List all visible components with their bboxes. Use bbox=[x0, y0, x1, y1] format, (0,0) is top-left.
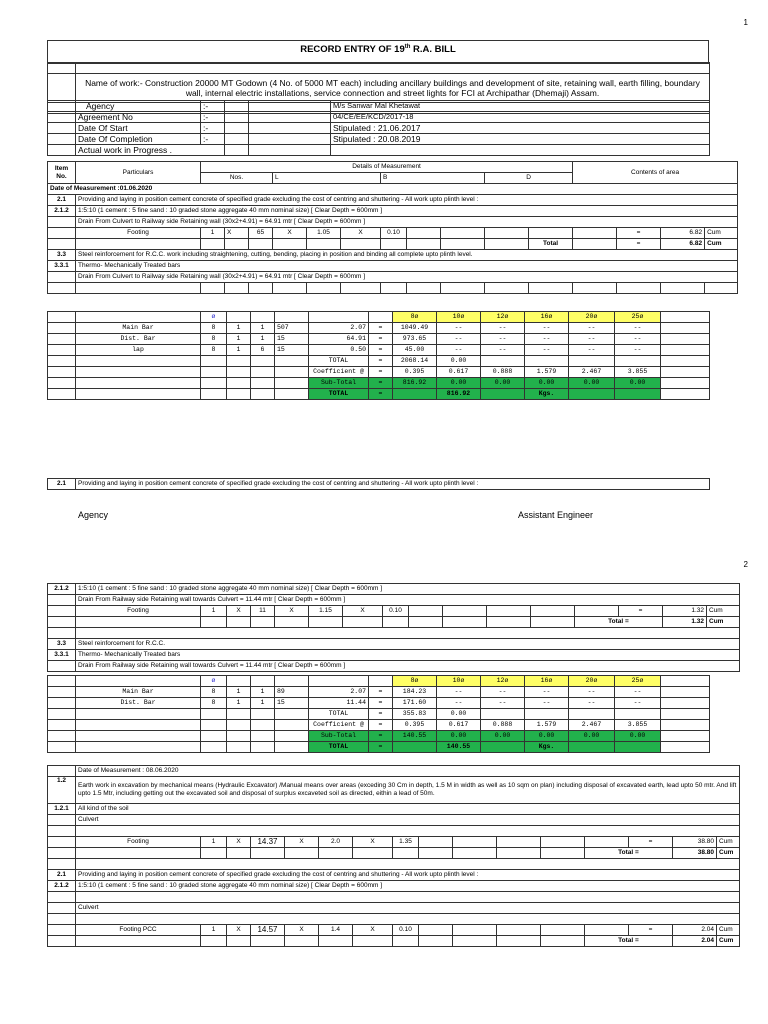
volume-value: 38.80 bbox=[673, 837, 717, 848]
subtotal-value: 0.00 bbox=[481, 378, 525, 389]
steel-total-value: 355.83 bbox=[393, 709, 437, 720]
bar-count: 15 bbox=[275, 698, 309, 709]
item-text: 1:5:10 (1 cement : 5 fine sand : 10 graded stone aggregate 40 mm nominal size) [ Clear Depth = 600mm ] bbox=[76, 206, 738, 217]
coefficient-value: 2.467 bbox=[569, 720, 615, 731]
equals-sign: = bbox=[369, 709, 393, 720]
subtotal-value: 0.00 bbox=[569, 731, 615, 742]
steel-value: -- bbox=[525, 687, 569, 698]
total-value: 6.82 bbox=[661, 239, 705, 250]
unit: Kgs. bbox=[525, 742, 569, 753]
bar-factor: 1 bbox=[227, 687, 251, 698]
subtotal-value: 140.55 bbox=[393, 731, 437, 742]
header-nos: Nos. bbox=[201, 173, 273, 184]
times-sign: X bbox=[227, 837, 251, 848]
diameter-header: 10ø bbox=[437, 312, 481, 323]
unit: Cum bbox=[705, 239, 738, 250]
drain-description: Drain From Railway side Retaining wall towards Culvert = 11.44 mtr [ Clear Depth = 600mm ] bbox=[76, 661, 740, 672]
item-text: Steel reinforcement for R.C.C. work including straightening, cutting, bending, placing in position and binding all complete upto plinth level. bbox=[76, 250, 738, 261]
steel-row bbox=[48, 345, 710, 356]
steel-value: -- bbox=[481, 345, 525, 356]
agency-value: M/s Sanwar Mal Khetawat bbox=[331, 101, 710, 112]
total-label: Total bbox=[529, 239, 573, 250]
bar-length: 11.44 bbox=[309, 698, 369, 709]
diameter-header: 8ø bbox=[393, 676, 437, 687]
unit: Cum bbox=[717, 936, 740, 947]
bar-count: 15 bbox=[275, 334, 309, 345]
subtotal-value: 0.00 bbox=[569, 378, 615, 389]
item-text: Providing and laying in position cement concrete of specified grade excluding the cost of centring and shuttering - All work upto plinth level : bbox=[76, 195, 738, 206]
steel-row bbox=[48, 334, 710, 345]
bar-factor: 6 bbox=[251, 345, 275, 356]
subtotal-label: Sub-Total bbox=[309, 731, 369, 742]
bar-label: Main Bar bbox=[76, 323, 201, 334]
item-no: 2.1.2 bbox=[48, 584, 76, 595]
coefficient-label: Coefficient @ bbox=[309, 367, 369, 378]
coefficient-value: 0.395 bbox=[393, 720, 437, 731]
steel-value: -- bbox=[481, 698, 525, 709]
coefficient-value: 0.617 bbox=[437, 720, 481, 731]
item-no: 1.2 bbox=[48, 777, 76, 804]
phi-symbol: ø bbox=[201, 312, 227, 323]
completion-value: Stipulated : 20.08.2019 bbox=[331, 134, 710, 145]
header-b: B bbox=[381, 173, 485, 184]
item-no: 2.1 bbox=[48, 479, 76, 490]
nos-value: 1 bbox=[201, 606, 227, 617]
grand-total-value: 816.92 bbox=[437, 389, 481, 400]
bar-factor: 1 bbox=[227, 345, 251, 356]
breadth-value: 2.0 bbox=[319, 837, 353, 848]
steel-value: 973.65 bbox=[393, 334, 437, 345]
item-no: 2.1.2 bbox=[48, 206, 76, 217]
bar-factor: 1 bbox=[251, 323, 275, 334]
footing-label: Footing bbox=[76, 228, 201, 239]
header-l: L bbox=[273, 173, 381, 184]
item-text: Providing and laying in position cement concrete of specified grade excluding the cost of centring and shuttering - All work upto plinth level : bbox=[76, 479, 710, 490]
coefficient-value: 0.617 bbox=[437, 367, 481, 378]
bar-count: 507 bbox=[275, 323, 309, 334]
equals-sign: = bbox=[369, 345, 393, 356]
completion-label: Date Of Completion bbox=[76, 134, 201, 145]
grand-total-value: 140.55 bbox=[437, 742, 481, 753]
coefficient-value: 3.855 bbox=[615, 367, 661, 378]
equals-sign: = bbox=[629, 925, 673, 936]
footing-label: Footing bbox=[76, 837, 201, 848]
times-sign: X bbox=[275, 606, 309, 617]
total-label: Total = bbox=[585, 936, 673, 947]
breadth-value: 1.4 bbox=[319, 925, 353, 936]
item-text: 1:5:10 (1 cement : 5 fine sand : 10 graded stone aggregate 40 mm nominal size) [ Clear Depth = 600mm ] bbox=[76, 584, 740, 595]
diameter-header: 8ø bbox=[393, 312, 437, 323]
coefficient-value: 0.888 bbox=[481, 367, 525, 378]
steel-total-value: 0.00 bbox=[437, 356, 481, 367]
item-text: Thermo- Mechanically Treated bars bbox=[76, 261, 738, 272]
bar-length: 2.07 bbox=[309, 323, 369, 334]
nos-value: 1 bbox=[201, 228, 225, 239]
item-no: 1.2.1 bbox=[48, 804, 76, 815]
drain-description: Drain From Culvert to Railway side Retaining wall (30x2+4.91) = 64.91 mtr [ Clear Depth = 600mm ] bbox=[76, 217, 738, 228]
diameter-header: 10ø bbox=[437, 676, 481, 687]
diameter-header: 16ø bbox=[525, 312, 569, 323]
steel-value: -- bbox=[569, 698, 615, 709]
item-text: Providing and laying in position cement concrete of specified grade excluding the cost of centring and shuttering - All work upto plinth level : bbox=[76, 870, 740, 881]
equals-sign: = bbox=[369, 742, 393, 753]
subtotal-value: 0.00 bbox=[615, 378, 661, 389]
steel-row bbox=[48, 323, 710, 334]
subtotal-value: 0.00 bbox=[437, 378, 481, 389]
item-text: Steel reinforcement for R.C.C. bbox=[76, 639, 740, 650]
agency-sep: :- bbox=[201, 101, 225, 112]
bar-label: lap bbox=[76, 345, 201, 356]
equals-sign: = bbox=[369, 720, 393, 731]
steel-value: -- bbox=[481, 687, 525, 698]
steel-value: -- bbox=[615, 687, 661, 698]
bar-label: Main Bar bbox=[76, 687, 201, 698]
title-box bbox=[47, 40, 709, 64]
diameter-header: 12ø bbox=[481, 676, 525, 687]
bar-length: 2.07 bbox=[309, 687, 369, 698]
steel-total-label: TOTAL bbox=[309, 709, 369, 720]
coefficient-value: 1.579 bbox=[525, 367, 569, 378]
steel-value: 45.00 bbox=[393, 345, 437, 356]
bar-count: 15 bbox=[275, 345, 309, 356]
start-label: Date Of Start bbox=[76, 123, 201, 134]
drain-description: Drain From Railway side Retaining wall towards Culvert = 11.44 mtr [ Clear Depth = 600mm ] bbox=[76, 595, 740, 606]
bar-count: 89 bbox=[275, 687, 309, 698]
item-no: 3.3 bbox=[48, 250, 76, 261]
item-text: Earth work in excavation by mechanical means (Hydraulic Excavator) /Manual means over areas (exceding 30 Cm in depth, 1.5 M in width as well as 10 sqm on plan) including disposal of excavated earth, lead upto 50 mtr. And lift upto 1.5 Mtr, including getting out the excavated soil and disposal of surplus excaveted soil as directed, eithin a lead of 50m. bbox=[76, 777, 740, 804]
actual-work-label: Actual work in Progress . bbox=[76, 145, 225, 156]
bar-length: 64.91 bbox=[309, 334, 369, 345]
diameter-header: 12ø bbox=[481, 312, 525, 323]
bar-dia: 8 bbox=[201, 345, 227, 356]
bar-factor: 1 bbox=[251, 687, 275, 698]
measurement-table-2 bbox=[47, 583, 740, 672]
bar-dia: 8 bbox=[201, 698, 227, 709]
engineer-signature: Assistant Engineer bbox=[518, 510, 594, 520]
volume-value: 6.82 bbox=[661, 228, 705, 239]
steel-value: -- bbox=[437, 323, 481, 334]
steel-value: 171.60 bbox=[393, 698, 437, 709]
item-no: 3.3.1 bbox=[48, 650, 76, 661]
unit: Cum bbox=[717, 925, 740, 936]
steel-value: -- bbox=[437, 345, 481, 356]
total-value: 2.04 bbox=[673, 936, 717, 947]
equals-sign: = bbox=[369, 698, 393, 709]
agreement-label: Agreement No bbox=[76, 112, 201, 123]
culvert-label: Culvert bbox=[76, 815, 740, 826]
steel-total-value: 0.00 bbox=[437, 709, 481, 720]
diameter-header: 20ø bbox=[569, 676, 615, 687]
header-particulars: Particulars bbox=[76, 162, 201, 184]
equals-sign: = bbox=[369, 334, 393, 345]
footer-item-table bbox=[47, 478, 710, 490]
volume-value: 1.32 bbox=[663, 606, 707, 617]
bar-dia: 8 bbox=[201, 334, 227, 345]
equals-sign: = bbox=[619, 606, 663, 617]
agency-signature: Agency bbox=[78, 510, 109, 520]
times-sign: X bbox=[227, 925, 251, 936]
steel-value: -- bbox=[481, 323, 525, 334]
subtotal-label: Sub-Total bbox=[309, 378, 369, 389]
times-sign: X bbox=[285, 925, 319, 936]
unit: Cum bbox=[717, 848, 740, 859]
coefficient-value: 0.888 bbox=[481, 720, 525, 731]
bar-factor: 1 bbox=[227, 334, 251, 345]
bar-label: Dist. Bar bbox=[76, 698, 201, 709]
name-of-work: Name of work:- Construction 20000 MT Godown (4 No. of 5000 MT each) including ancillary buildings and development of site, retaining wall, earth filling, boundary wall, internal electric installations, service connection and street lights for FCI at Archipathar (Dhemaji) Assam. bbox=[76, 74, 710, 103]
total-label: Total = bbox=[585, 848, 673, 859]
bar-dia: 8 bbox=[201, 323, 227, 334]
start-sep: :- bbox=[201, 123, 225, 134]
header-d: D bbox=[485, 173, 573, 184]
start-value: Stipulated : 21.06.2017 bbox=[331, 123, 710, 134]
bar-length: 0.50 bbox=[309, 345, 369, 356]
steel-row bbox=[48, 687, 710, 698]
subtotal-value: 816.92 bbox=[393, 378, 437, 389]
diameter-header: 16ø bbox=[525, 676, 569, 687]
item-text: Thermo- Mechanically Treated bars bbox=[76, 650, 740, 661]
header-item-no: Item No. bbox=[48, 162, 76, 184]
steel-value: -- bbox=[569, 345, 615, 356]
subtotal-value: 0.00 bbox=[525, 378, 569, 389]
steel-table-1 bbox=[47, 311, 710, 400]
header-details: Details of Measurement bbox=[201, 162, 573, 173]
length-value: 65 bbox=[249, 228, 273, 239]
times-sign: X bbox=[273, 228, 307, 239]
equals-sign: = bbox=[369, 378, 393, 389]
steel-value: 184.23 bbox=[393, 687, 437, 698]
steel-value: -- bbox=[525, 698, 569, 709]
page-title: RECORD ENTRY OF 19th R.A. BILL bbox=[300, 44, 456, 56]
bar-factor: 1 bbox=[227, 698, 251, 709]
steel-value: -- bbox=[569, 323, 615, 334]
depth-value: 0.10 bbox=[381, 228, 407, 239]
item-no: 2.1 bbox=[48, 870, 76, 881]
unit: Cum bbox=[707, 606, 740, 617]
agreement-value: 04/CE/EE/KCD/2017-18 bbox=[331, 112, 710, 123]
agreement-sep: :- bbox=[201, 112, 225, 123]
equals-sign: = bbox=[369, 731, 393, 742]
unit: Kgs. bbox=[525, 389, 569, 400]
unit: Cum bbox=[705, 228, 738, 239]
nos-value: 1 bbox=[201, 925, 227, 936]
subtotal-value: 0.00 bbox=[525, 731, 569, 742]
equals-sign: = bbox=[369, 687, 393, 698]
diameter-header: 25ø bbox=[615, 312, 661, 323]
item-text: All kind of the soil bbox=[76, 804, 740, 815]
total-value: 38.80 bbox=[673, 848, 717, 859]
bar-dia: 8 bbox=[201, 687, 227, 698]
steel-value: -- bbox=[481, 334, 525, 345]
nos-value: 1 bbox=[201, 837, 227, 848]
steel-value: -- bbox=[615, 698, 661, 709]
measurement-table-3 bbox=[47, 765, 740, 947]
measurement-table-1 bbox=[47, 161, 738, 294]
equals-sign: = bbox=[369, 323, 393, 334]
info-table bbox=[47, 100, 710, 156]
steel-total-label: TOTAL bbox=[309, 356, 369, 367]
header-contents: Contents of area bbox=[573, 162, 738, 184]
volume-value: 2.04 bbox=[673, 925, 717, 936]
item-no: 3.3 bbox=[48, 639, 76, 650]
steel-table-2 bbox=[47, 675, 710, 753]
length-value: 11 bbox=[251, 606, 275, 617]
bar-factor: 1 bbox=[227, 323, 251, 334]
coefficient-value: 0.395 bbox=[393, 367, 437, 378]
bar-factor: 1 bbox=[251, 698, 275, 709]
length-value: 14.37 bbox=[251, 837, 285, 848]
grand-total-label: TOTAL bbox=[309, 742, 369, 753]
footing-label: Footing PCC bbox=[76, 925, 201, 936]
subtotal-value: 0.00 bbox=[615, 731, 661, 742]
times-sign: X bbox=[341, 228, 381, 239]
item-no: 2.1.2 bbox=[48, 881, 76, 892]
breadth-value: 1.15 bbox=[309, 606, 343, 617]
steel-value: -- bbox=[437, 334, 481, 345]
grand-total-label: TOTAL bbox=[309, 389, 369, 400]
equals-sign: = bbox=[369, 367, 393, 378]
equals-sign: = bbox=[369, 356, 393, 367]
steel-value: -- bbox=[615, 345, 661, 356]
times-sign: X bbox=[225, 228, 249, 239]
equals-sign: = bbox=[629, 837, 673, 848]
depth-value: 0.10 bbox=[383, 606, 409, 617]
equals-sign: = bbox=[617, 228, 661, 239]
coefficient-value: 2.467 bbox=[569, 367, 615, 378]
steel-value: -- bbox=[615, 334, 661, 345]
steel-row bbox=[48, 698, 710, 709]
equals-sign: = bbox=[617, 239, 661, 250]
completion-sep: :- bbox=[201, 134, 225, 145]
times-sign: X bbox=[343, 606, 383, 617]
drain-description: Drain From Culvert to Railway side Retaining wall (30x2+4.91) = 64.91 mtr [ Clear Depth = 600mm ] bbox=[76, 272, 738, 283]
times-sign: X bbox=[227, 606, 251, 617]
coefficient-label: Coefficient @ bbox=[309, 720, 369, 731]
item-no: 3.3.1 bbox=[48, 261, 76, 272]
steel-value: 1049.49 bbox=[393, 323, 437, 334]
subtotal-value: 0.00 bbox=[481, 731, 525, 742]
page-number: 1 bbox=[743, 18, 748, 27]
total-value: 1.32 bbox=[663, 617, 707, 628]
date-of-measurement: Date of Measurement : 08.06.2020 bbox=[76, 766, 740, 777]
total-label: Total = bbox=[575, 617, 663, 628]
times-sign: X bbox=[353, 925, 393, 936]
depth-value: 0.10 bbox=[393, 925, 419, 936]
depth-value: 1.35 bbox=[393, 837, 419, 848]
phi-symbol: ø bbox=[201, 676, 227, 687]
breadth-value: 1.05 bbox=[307, 228, 341, 239]
steel-value: -- bbox=[525, 345, 569, 356]
agency-label: Agency bbox=[76, 101, 201, 112]
coefficient-value: 1.579 bbox=[525, 720, 569, 731]
unit: Cum bbox=[707, 617, 740, 628]
diameter-header: 20ø bbox=[569, 312, 615, 323]
item-text: 1:5:10 (1 cement : 5 fine sand : 10 graded stone aggregate 40 mm nominal size) [ Clear Depth = 600mm ] bbox=[76, 881, 740, 892]
bar-factor: 1 bbox=[251, 334, 275, 345]
coefficient-value: 3.855 bbox=[615, 720, 661, 731]
steel-value: -- bbox=[525, 334, 569, 345]
bar-label: Dist. Bar bbox=[76, 334, 201, 345]
length-value: 14.57 bbox=[251, 925, 285, 936]
diameter-header: 25ø bbox=[615, 676, 661, 687]
footing-label: Footing bbox=[76, 606, 201, 617]
steel-value: -- bbox=[437, 698, 481, 709]
item-no: 2.1 bbox=[48, 195, 76, 206]
steel-value: -- bbox=[615, 323, 661, 334]
times-sign: X bbox=[353, 837, 393, 848]
culvert-label: Culvert bbox=[76, 903, 740, 914]
equals-sign: = bbox=[369, 389, 393, 400]
times-sign: X bbox=[285, 837, 319, 848]
unit: Cum bbox=[717, 837, 740, 848]
subtotal-value: 0.00 bbox=[437, 731, 481, 742]
steel-value: -- bbox=[569, 687, 615, 698]
date-of-measurement: Date of Measurement :01.06.2020 bbox=[48, 184, 738, 195]
steel-value: -- bbox=[437, 687, 481, 698]
steel-value: -- bbox=[525, 323, 569, 334]
page-number: 2 bbox=[743, 560, 748, 569]
steel-total-value: 2068.14 bbox=[393, 356, 437, 367]
steel-value: -- bbox=[569, 334, 615, 345]
